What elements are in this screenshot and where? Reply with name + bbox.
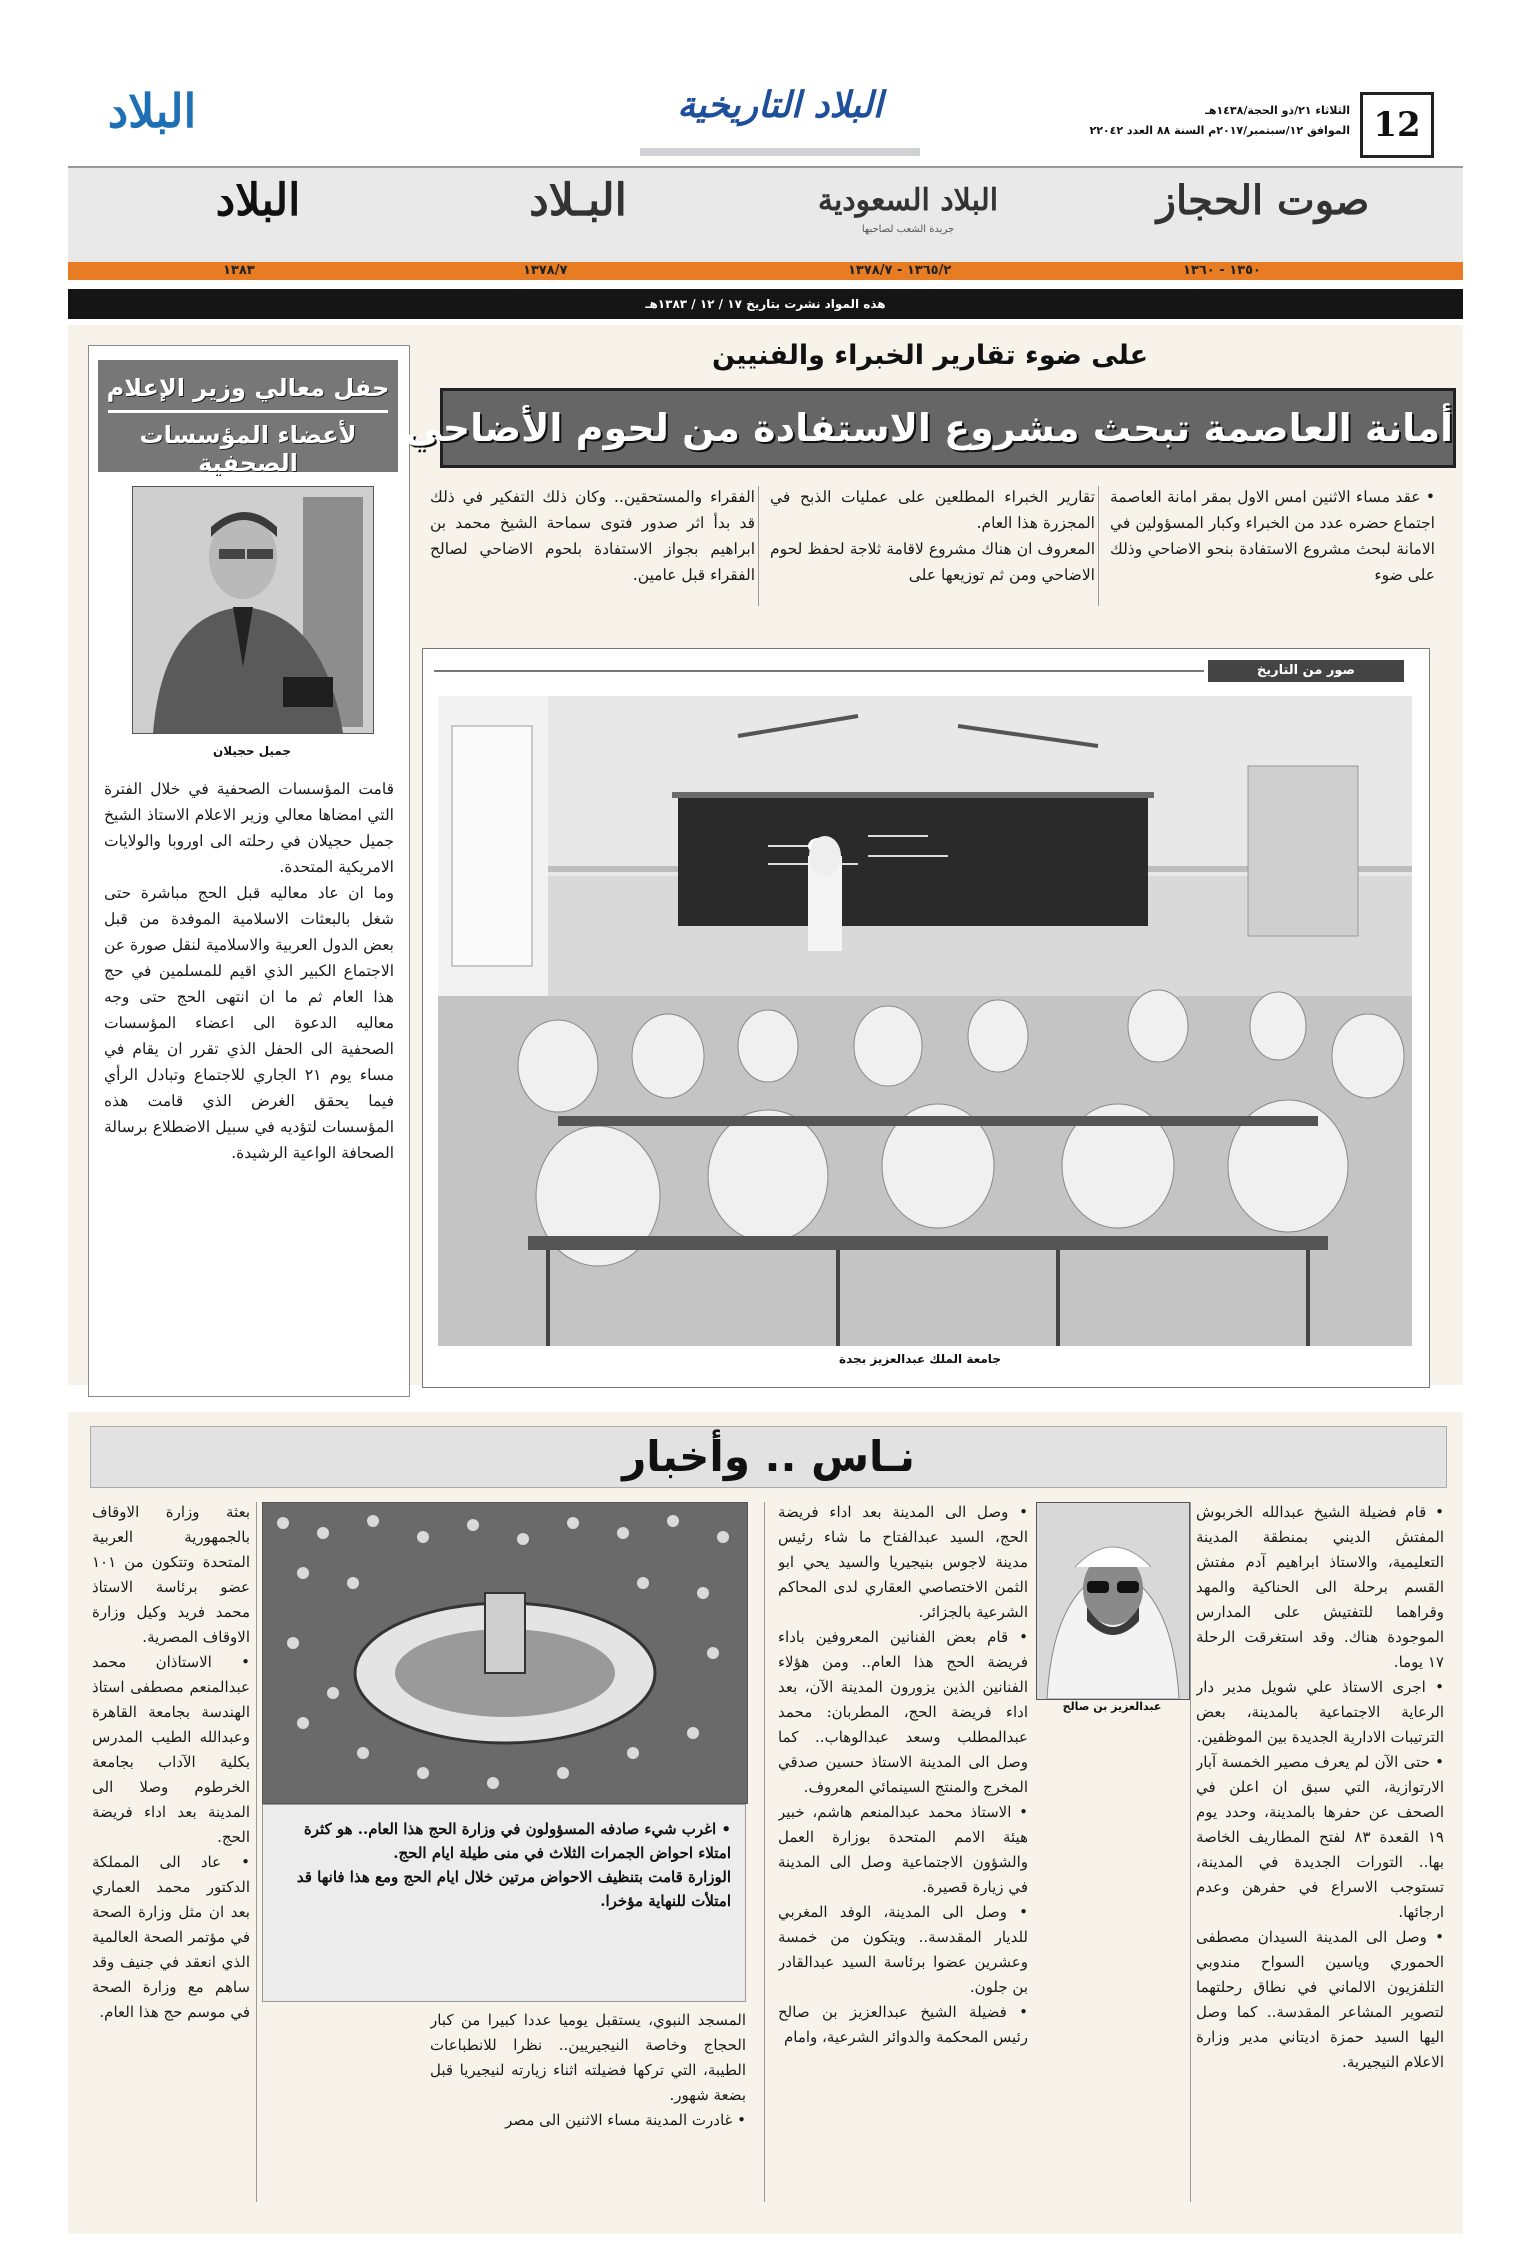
- masthead-years-bar: [68, 262, 1463, 280]
- brand-logo[interactable]: البلاد: [107, 84, 197, 138]
- masthead-albilad-1: البـلاد: [529, 175, 627, 226]
- sheikh-photo: [1036, 1502, 1190, 1700]
- minister-reception-title: [98, 360, 398, 477]
- minister-photo: [132, 486, 374, 734]
- story-column-3: الفقراء والمستحقين.. وكان ذلك التفكير في ذلك قد بدأ اثر صدور فتوى سماحة الشيخ محمد بن ابراهيم بجواز الاستفادة بلحوم الاضاحي لصالح الفقراء قبل عامين.: [430, 488, 755, 584]
- news-section-title: نـاس .. وأخبار: [90, 1426, 1447, 1488]
- news-column-left: بعثة وزارة الاوقاف بالجمهورية العربية المتحدة وتتكون من ١٠١ عضو برئاسة الاستاذ محمد فريد وكيل وزارة الاوقاف المصرية. • الاستاذان محمد عبدالمنعم مصطفى استاذ الهندسة بجامعة القاهرة وعبدالله الطيب المدرس بكلية الآداب بجامعة الخرطوم وصلا الى المدينة بعد اداء فريضة الحج. • عاد الى المملكة الدكتور محمد العماري بعد ان مثل وزارة الصحة في مؤتمر الصحة العالمية الذي انعقد في جنيف وقد ساهم مع وزارة الصحة في موسم حج هذا العام.: [92, 1503, 250, 2021]
- section-logo-text: البلاد التاريخية: [677, 84, 883, 126]
- masthead-albilad-alsaudia: البلاد السعودية جريدة الشعب لصاحبها: [817, 183, 999, 235]
- news-column-mid-right: • وصل الى المدينة بعد اداء فريضة الحج، السيد عبدالفتاح ما شاء رئيس مدينة لاجوس بنيجيريا والسيد يحي ابو الثمن الاختصاصي العقاري لدى المحاكم الشرعية بالجزائر. • قام بعض الفنانين المعروفين باداء فريضة الحج هذا العام.. ومن هؤلاء الفنانين الذين يزورون المدينة الآن، بعد اداء فريضة الحج، المطربان: محمد عبدالمطلب وسعد عبدالوهاب.. كما وصل الى المدينة الاستاذ حسين صدقي المخرج والمنتج السينمائي المعروف. • الاستاذ محمد عبدالمنعم هاشم، خبير هيئة الامم المتحدة بوزارة العمل والشؤون الاجتماعية وصل الى المدينة في زيارة قصيرة. • وصل الى المدينة، الوفد المغربي للديار المقدسة.. ويتكون من خمسة وعشرين عضوا برئاسة السيد عبدالقادر بن جلون. • فضيلة الشيخ عبدالعزيز بن صالح رئيس المحكمة والدوائر الشرعية، وامام: [778, 1503, 1028, 2046]
- date-line-hijri: الثلاثاء ٢١/ذو الحجة/١٤٣٨هـ: [1205, 104, 1350, 117]
- historical-mastheads: [68, 166, 1463, 264]
- year-range-2: ١٣٦٥/٢ - ١٣٧٨/٧: [848, 263, 952, 278]
- publication-date-note: هذه المواد نشرت بتاريخ ١٧ / ١٢ / ١٣٨٣هـ: [68, 289, 1463, 319]
- title-line-1: حفل معالي وزير الإعلام: [106, 374, 390, 402]
- jamarat-photo-caption: • اغرب شيء صادفه المسؤولون في وزارة الحج هذا العام.. هو كثرة امتلاء احواض الجمرات الثلاث في منى طيلة ايام الحج. الوزارة قامت بتنظيف الاحواض مرتين خلال ايام الحج ومع هذا فانها قد امتلأت للنهاية مؤخرا.: [262, 1804, 746, 2002]
- sheikh-portrait-image: [1037, 1503, 1189, 1699]
- sheikh-photo-caption: عبدالعزيز بن صالح: [1062, 1700, 1162, 1713]
- news-column-right: • قام فضيلة الشيخ عبدالله الخربوش المفتش الديني بمنطقة المدينة التعليمية، والاستاذ ابراهيم آدم مفتش القسم برحلة الى الحناكية والمهد وقراهما للتفتيش على المدارس الموجودة هناك. وقد استغرقت الرحلة ١٧ يوما. • اجرى الاستاذ علي شويل مدير دار الرعاية الاجتماعية بالمدينة، بعض الترتيبات الادارية الجديدة بين الموظفين. • حتى الآن لم يعرف مصير الخمسة آبار الارتوازية، التي سبق ان اعلن في الصحف عن حفرها بالمدينة، وحدد يوم ١٩ القعدة ٨٣ لفتح المطاريف الخاصة بها.. التورات الجديدة في المدينة، تستوجب الاسراع في حفرهن وعدم ارجائها. • وصل الى المدينة السيدان مصطفى الحموري وياسين السواح مندوبي التلفزيون الالماني في نطاق رحلتهما لتصوير المشاعر المقدسة.. كما وصل اليها السيد حمزة اديتاني مدير وزارة الاعلام النيجيرية.: [1196, 1503, 1444, 2071]
- classroom-photo: [438, 696, 1412, 1346]
- photo-section-tag: صور من التاريخ: [1208, 660, 1404, 682]
- minister-portrait-image: [133, 487, 373, 733]
- historical-photo-caption: جامعة الملك عبدالعزيز بجدة: [839, 1352, 1001, 1366]
- masthead-sawt-alhijaz: صوت الحجاز: [1156, 177, 1370, 224]
- year-range-3: ١٣٧٨/٧: [523, 263, 568, 278]
- jamarat-crowd-photo: [262, 1502, 748, 1804]
- section-logo: [640, 70, 920, 158]
- news-column-mid: المسجد النبوي، يستقبل يوميا عددا كبيرا من كبار الحجاج وخاصة النيجيريين.. نظرا للانطباعات الطيبة، التي تركها فضيلته اثناء زيارته لنيجيريا قبل بضعة شهور. • غادرت المدينة مساء الاثنين الى مصر: [430, 2011, 746, 2129]
- masthead-albilad-2: البلاد: [215, 175, 301, 226]
- university-classroom-image: [438, 696, 1412, 1346]
- title-line-2: لأعضاء المؤسسات الصحفية: [139, 421, 357, 477]
- minister-article-body: قامت المؤسسات الصحفية في خلال الفترة التي امضاها معالي وزير الاعلام الاستاذ الشيخ جميل حجيلان في رحلته الى اوروبا والولايات الامريكية المتحدة. وما ان عاد معاليه قبل الحج مباشرة حتى شغل بالبعثات الاسلامية الموفدة من قبل بعض الدول العربية والاسلامية لنقل صورة عن الاجتماع الكبير الذي اقيم للمسلمين في حج هذا العام ثم ما ان انتهى الحج حتى وجه معاليه الدعوة الى اعضاء المؤسسات الصحفية الى الحفل الذي تقرر ان يقام في مساء يوم ٢١ الجاري للاجتماع وتبادل الرأي فيما يحقق الغرض الذي قامت هذه المؤسسات لتؤديه في سبيل الاضطلاع برسالة الصحافة الواعية الرشيدة.: [104, 780, 394, 1162]
- year-range-1: ١٣٥٠ - ١٣٦٠: [1183, 263, 1261, 278]
- story-column-2: تقارير الخبراء المطلعين على عمليات الذبح في المجزرة هذا العام. المعروف ان هناك مشروع لاقامة ثلاجة لحفظ لحوم الاضاحي ومن ثم توزيعها على: [770, 488, 1095, 584]
- page-number: 12: [1360, 92, 1434, 158]
- story-kicker: على ضوء تقارير الخبراء والفنيين: [711, 340, 1149, 371]
- minister-photo-caption: جميل حجيلان: [212, 744, 292, 758]
- story-headline: أمانة العاصمة تبحث مشروع الاستفادة من لحوم الأضاحي: [440, 388, 1456, 468]
- date-line-gregorian: الموافق ١٢/سبتمبر/٢٠١٧م السنة ٨٨ العدد ٢٢٠٤٢: [1089, 124, 1350, 137]
- jamarat-crowd-image: [263, 1503, 747, 1803]
- story-column-1: • عقد مساء الاثنين امس الاول بمقر امانة العاصمة اجتماع حضره عدد من الخبراء وكبار المسؤولين في الامانة لبحث مشروع الاستفادة بنحو الاضاحي وذلك على ضوء: [1110, 488, 1435, 584]
- year-range-4: ١٣٨٣: [223, 263, 255, 278]
